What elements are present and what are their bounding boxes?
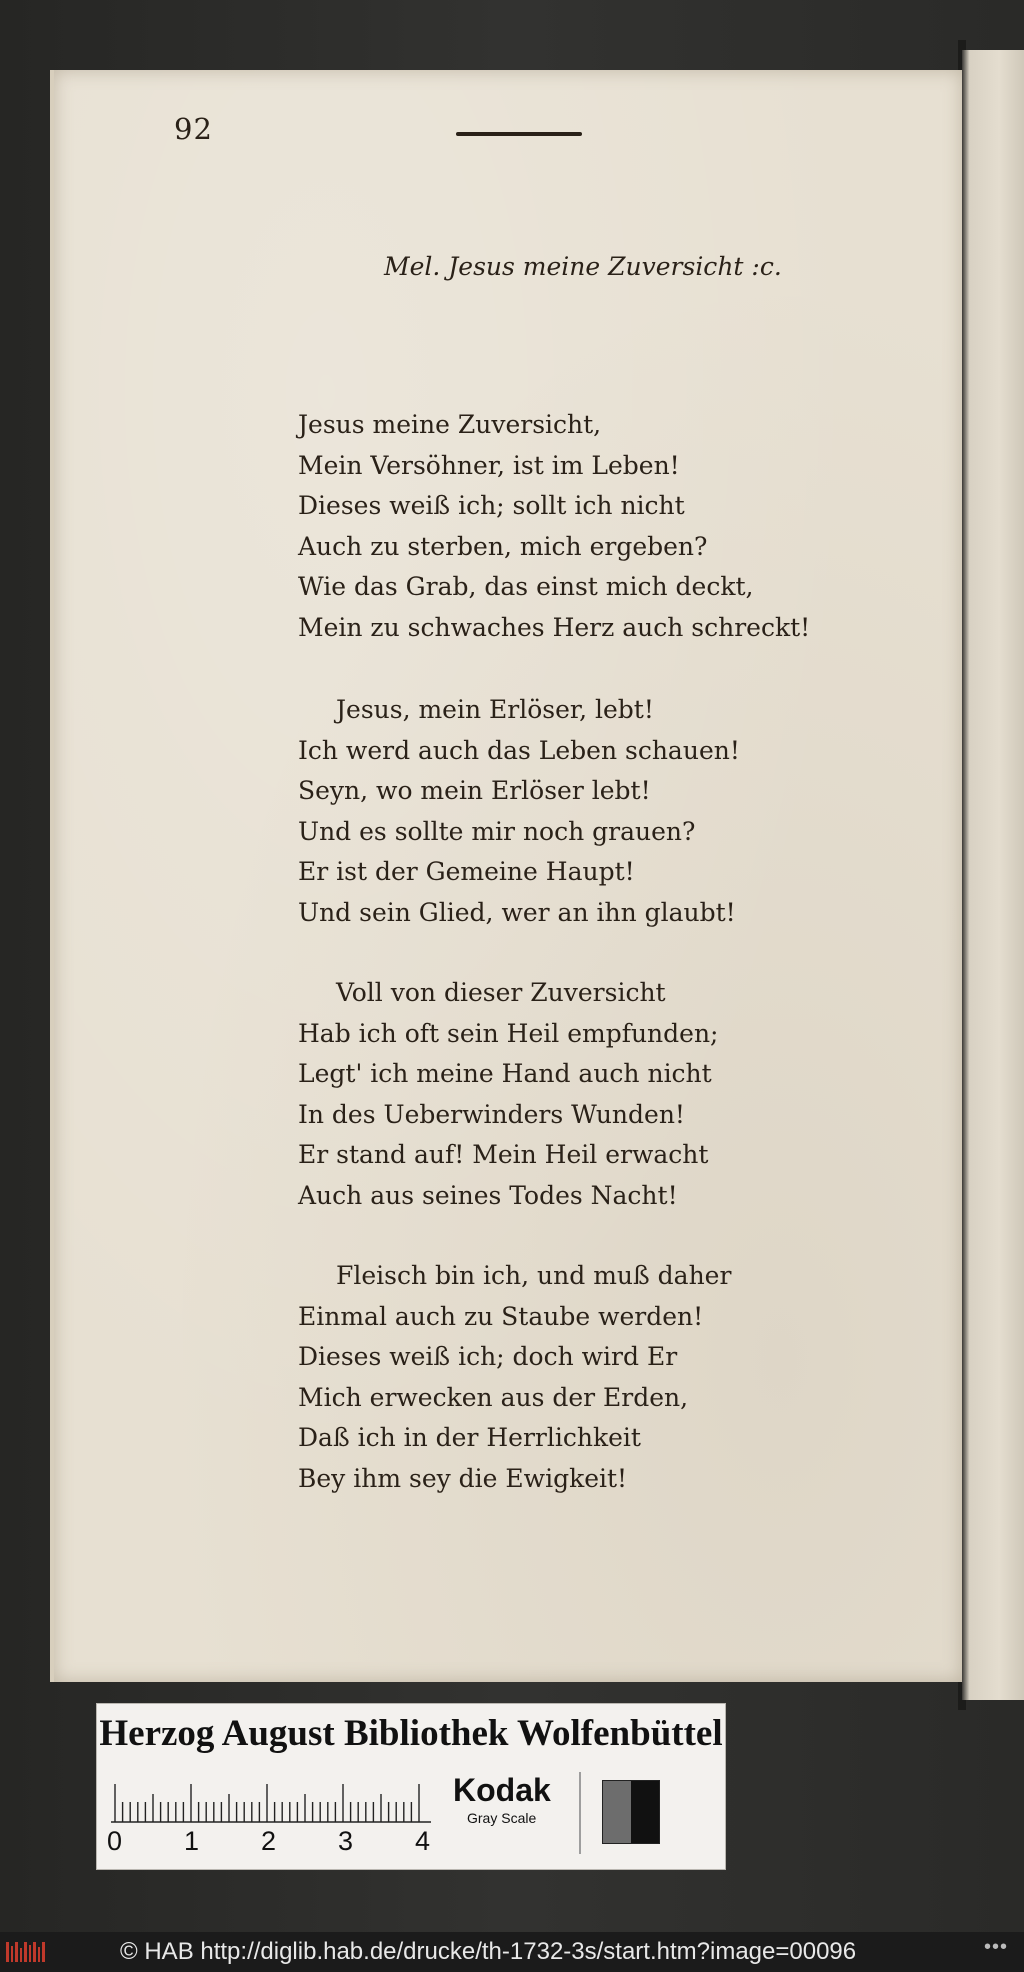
verse-line: Mein zu schwaches Herz auch schreckt! [298,612,811,642]
verse-line: Und es sollte mir noch grauen? [298,816,696,846]
ruler-number: 3 [338,1826,354,1856]
ruler-number: 0 [107,1826,123,1856]
institution-name: Herzog August Bibliothek Wolfenbüttel [99,1713,723,1754]
ruler-number: 2 [261,1826,277,1856]
melody-heading: Mel. Jesus meine Zuversicht :c. [384,252,782,281]
verse-line: In des Ueberwinders Wunden! [298,1099,685,1129]
verse-line: Hab ich oft sein Heil empfunden; [298,1018,719,1048]
kodak-logo: Kodak [453,1772,551,1808]
stanza-2 [298,690,740,933]
gray-swatch [602,1780,660,1844]
verse-line: Einmal auch zu Staube werden! [298,1301,704,1331]
ruler-scale [111,1774,431,1824]
stanza-4 [298,1256,731,1499]
verse-line: Auch zu sterben, mich ergeben? [298,531,708,561]
verse-line: Seyn, wo mein Erlöser lebt! [298,776,651,805]
verse-line: Fleisch bin ich, und muß daher [336,1261,732,1290]
ruler-numbers [107,1826,447,1860]
verse-line: Mich erwecken aus der Erden, [298,1382,689,1412]
verse-line: Mein Versöhner, ist im Leben! [298,450,680,480]
verse-line: Auch aus seines Todes Nacht! [298,1180,678,1210]
verse-line: Voll von dieser Zuversicht [336,978,666,1007]
page-number: 92 [174,112,213,146]
more-menu-icon[interactable]: ••• [983,1936,1008,1958]
verse-line: Jesus, mein Erlöser, lebt! [336,695,654,724]
verse-line: Legt' ich meine Hand auch nicht [298,1059,712,1088]
stanza-1 [298,405,810,648]
header-rule [456,132,582,136]
verse-line: Dieses weiß ich; doch wird Er [298,1342,678,1371]
color-target-card [96,1703,726,1870]
ruler-number: 1 [184,1826,200,1856]
verse-line: Er ist der Gemeine Haupt! [298,857,635,886]
verse-line: Wie das Grab, das einst mich deckt, [298,572,754,601]
verse-line: Er stand auf! Mein Heil erwacht [298,1140,709,1169]
verse-line: Ich werd auch das Leben schauen! [298,735,740,765]
swatch-divider [579,1772,581,1854]
verse-line: Und sein Glied, wer an ihn glaubt! [298,897,736,927]
verse-line: Dieses weiß ich; sollt ich nicht [298,491,685,520]
adjacent-page-edge [962,50,1024,1700]
ruler-number: 4 [415,1826,431,1856]
caption-text: © HAB http://diglib.hab.de/drucke/th-1732-3s/start.htm?image=00096 [120,1938,857,1965]
verse-line: Jesus meine Zuversicht, [298,410,602,439]
stanza-3 [298,973,718,1216]
caption-bar [0,1932,1024,1972]
verse-line: Bey ihm sey die Ewigkeit! [298,1463,628,1493]
gray-scale-label: Gray Scale [467,1810,537,1826]
verse-line: Daß ich in der Herrlichkeit [298,1423,641,1452]
hab-logo-icon [6,1940,48,1964]
